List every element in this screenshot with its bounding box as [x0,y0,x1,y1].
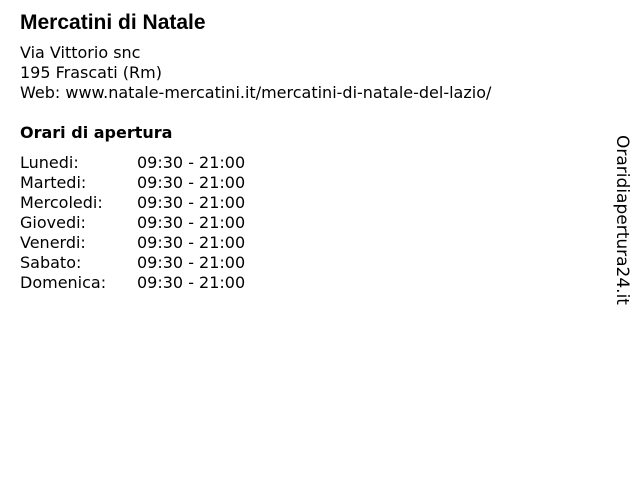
time-range: 09:30 - 21:00 [137,213,246,232]
day-label: Martedi: [20,173,87,192]
day-label: Giovedi: [20,213,86,232]
day-label: Sabato: [20,253,82,272]
time-range: 09:30 - 21:00 [137,193,246,212]
time-range: 09:30 - 21:00 [137,233,246,252]
time-range: 09:30 - 21:00 [137,273,246,292]
opening-hours-title: Orari di apertura [20,123,173,142]
hours-row-friday [20,233,280,253]
time-range: 09:30 - 21:00 [137,253,246,272]
hours-row-tuesday [20,173,280,193]
day-label: Lunedi: [20,153,79,172]
time-range: 09:30 - 21:00 [137,153,246,172]
day-label: Domenica: [20,273,107,292]
listing-title: Mercatini di Natale [20,11,206,34]
day-label: Venerdi: [20,233,86,252]
address-street: Via Vittorio snc [20,43,141,62]
address-block [20,43,491,103]
site-watermark: Oraridiapertura24.it [612,135,632,305]
hours-row-wednesday [20,193,280,213]
hours-row-sunday [20,273,280,293]
hours-row-thursday [20,213,280,233]
hours-row-saturday [20,253,280,273]
day-label: Mercoledi: [20,193,103,212]
address-city: 195 Frascati (Rm) [20,63,162,82]
website-link[interactable]: Web: www.natale-mercatini.it/mercatini-di-natale-del-lazio/ [20,83,492,102]
time-range: 09:30 - 21:00 [137,173,246,192]
hours-row-monday [20,153,280,173]
opening-hours-table [20,153,280,293]
